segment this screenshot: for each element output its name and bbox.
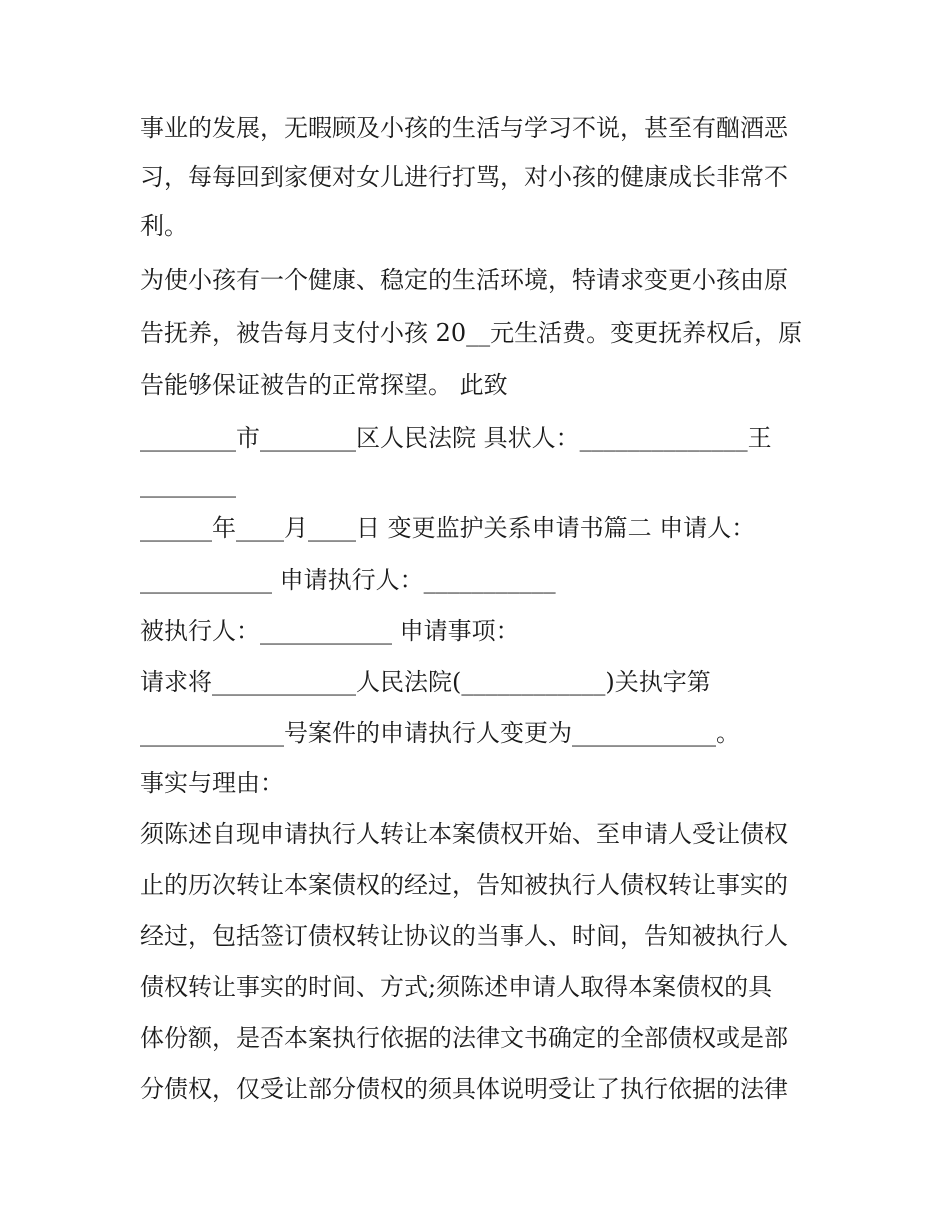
text-line: ________市________区人民法院 具状人：______________王 bbox=[140, 424, 772, 452]
text-line: 债权转让事实的时间、方式;须陈述申请人取得本案债权的具 bbox=[140, 973, 773, 1001]
text-line: 体份额，是否本案执行依据的法律文书确定的全部债权或是部 bbox=[140, 1024, 788, 1052]
text-line: 习，每每回到家便对女儿进行打骂，对小孩的健康成长非常不 bbox=[140, 163, 788, 191]
text-line: 为使小孩有一个健康、稳定的生活环境，特请求变更小孩由原 bbox=[140, 266, 788, 294]
text-line: 被执行人：___________ 申请事项： bbox=[140, 617, 520, 645]
text-line: 止的历次转让本案债权的经过，告知被执行人债权转让事实的 bbox=[140, 871, 788, 899]
text-line: ___________ 申请执行人：___________ bbox=[140, 566, 556, 594]
text-line: 事实与理由： bbox=[140, 769, 284, 797]
text-line: 告能够保证被告的正常探望。 此致 bbox=[140, 371, 508, 399]
text-line: 分债权，仅受让部分债权的须具体说明受让了执行依据的法律 bbox=[140, 1075, 788, 1103]
text-line: ______年____月____日 变更监护关系申请书篇二 申请人： bbox=[140, 514, 756, 542]
text-line: 利。 bbox=[140, 212, 188, 240]
text-line: 告抚养，被告每月支付小孩 20__元生活费。变更抚养权后，原 bbox=[140, 319, 803, 347]
text-line: 请求将____________人民法院(____________)关执字第 bbox=[140, 668, 711, 696]
text-line: 须陈述自现申请执行人转让本案债权开始、至申请人受让债权 bbox=[140, 820, 788, 848]
text-line: ________ bbox=[140, 470, 236, 498]
text-line: 事业的发展，无暇顾及小孩的生活与学习不说，甚至有酗酒恶 bbox=[140, 114, 788, 142]
text-line: ____________号案件的申请执行人变更为____________。 bbox=[140, 719, 740, 747]
text-line: 经过，包括签订债权转让协议的当事人、时间，告知被执行人 bbox=[140, 922, 788, 950]
